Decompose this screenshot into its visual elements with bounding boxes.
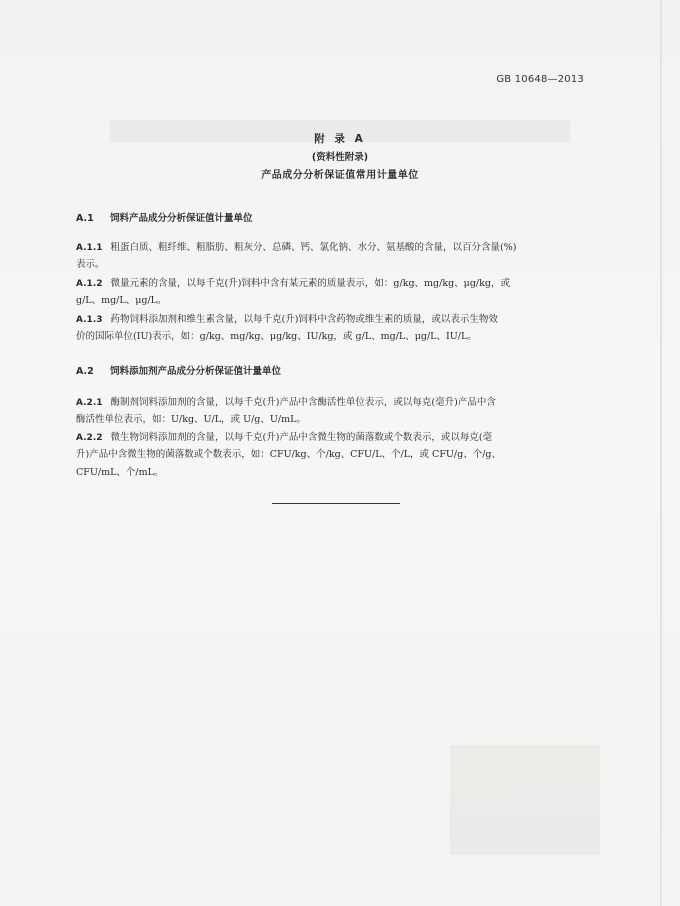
clause-line: [76, 396, 600, 410]
clause-line: [76, 466, 600, 479]
clause-text: g/L、mg/L、μg/L。: [76, 295, 167, 306]
bleed-through-mark: [450, 745, 600, 855]
clause-line: [76, 313, 600, 327]
annex-name: 产品成分分析保证值常用计量单位: [261, 170, 419, 181]
section-number: A.1: [76, 213, 94, 224]
clause-number: A.1.1: [76, 243, 103, 253]
clause-text: 微生物饲料添加剂的含量，以每千克(升)产品中含微生物的菌落数或个数表示，或以每克(毫: [110, 432, 493, 443]
section-heading: [76, 363, 281, 377]
clause-line: [76, 413, 600, 426]
annex-title: 附 录 A: [314, 133, 366, 145]
clause-line: [76, 294, 600, 307]
clause-number: A.1.2: [76, 279, 103, 289]
clause-text: 药物饲料添加剂和维生素含量，以每千克(升)饲料中含药物或维生素的质量，或以表示生物效: [110, 314, 498, 325]
clause-line: [76, 258, 600, 271]
section-number: A.2: [76, 366, 94, 377]
clause-line: [76, 277, 600, 291]
clause-number: A.2.1: [76, 398, 103, 408]
clause-number: A.1.3: [76, 315, 103, 325]
annex-type: (资料性附录): [311, 152, 369, 163]
clause-number: A.2.2: [76, 433, 103, 443]
clause-text: 微量元素的含量，以每千克(升)饲料中含有某元素的质量表示，如：g/kg、mg/kg、μg/kg，或: [110, 278, 510, 289]
clause-text: 升)产品中含微生物的菌落数或个数表示，如：CFU/kg、个/kg、CFU/L、个/L，或 CFU/g、个/g、: [76, 449, 501, 460]
clause-line: [76, 448, 600, 461]
clause-line: [76, 431, 600, 445]
standard-number: GB 10648—2013: [496, 74, 584, 85]
clause-line: [76, 330, 600, 343]
clause-text: 表示。: [76, 259, 105, 270]
clause-text: 酶制剂饲料添加剂的含量，以每千克(升)产品中含酶活性单位表示，或以每克(毫升)产品中含: [110, 397, 496, 408]
section-heading: [76, 210, 253, 224]
section-title: 饲料添加剂产品成分分析保证值计量单位: [110, 366, 282, 377]
clause-line: [76, 241, 600, 255]
clause-text: 价的国际单位(IU)表示，如：g/kg、mg/kg、μg/kg、IU/kg，或 g/L、mg/L、μg/L、IU/L。: [76, 331, 477, 342]
section-title: 饲料产品成分分析保证值计量单位: [110, 213, 253, 224]
end-of-annex-rule: [272, 503, 400, 504]
clause-text: CFU/mL、个/mL。: [76, 467, 164, 478]
clause-text: 酶活性单位表示，如：U/kg、U/L，或 U/g、U/mL。: [76, 414, 306, 425]
clause-text: 粗蛋白质、粗纤维、粗脂肪、粗灰分、总磷、钙、氯化钠、水分、氨基酸的含量，以百分含量(%): [110, 242, 517, 253]
